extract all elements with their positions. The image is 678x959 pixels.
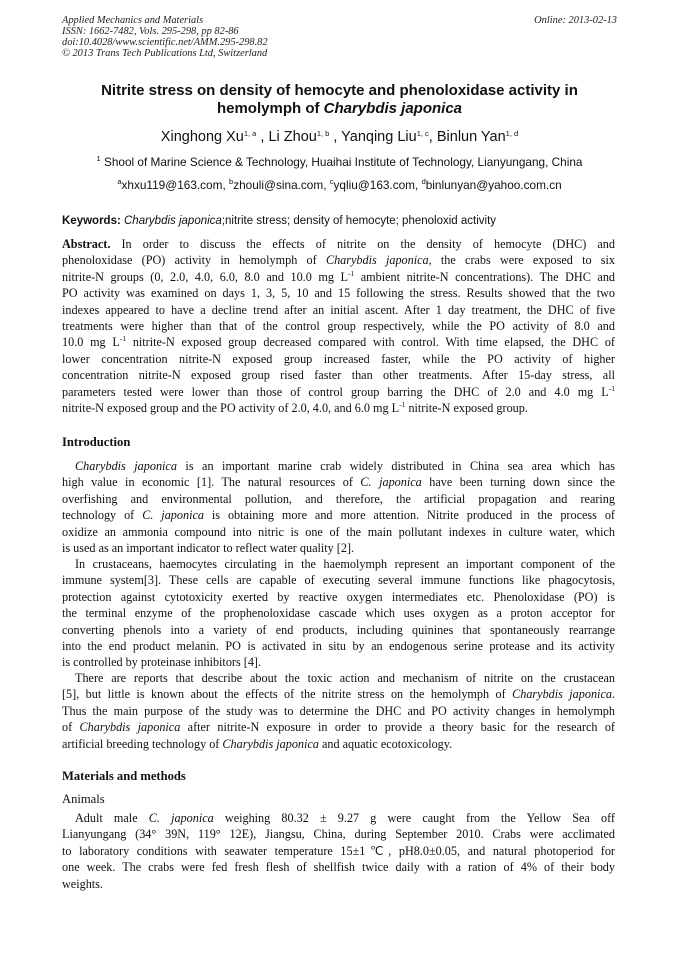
author-sup: 1, a bbox=[243, 129, 257, 138]
abstract-text: phenoloxidase (PO) activity in hemolymph of bbox=[62, 253, 326, 268]
species-name: Charybdis japonica bbox=[79, 720, 181, 735]
body-text: of bbox=[62, 720, 80, 735]
unit-sup: -1 bbox=[119, 334, 127, 344]
email-address[interactable]: zhouli@sina.com bbox=[233, 178, 324, 192]
abstract-text: nitrite-N exposed group and the PO activity of 2.0, 4.0, and 6.0 mg L bbox=[62, 400, 400, 415]
species-name: C. japonica bbox=[360, 475, 422, 490]
body-line bbox=[62, 736, 615, 752]
journal-header bbox=[62, 15, 617, 59]
body-line bbox=[62, 686, 615, 702]
body-line: is used as an important indicator to reflect water quality [2]. bbox=[62, 540, 355, 555]
body-line: protection against cytotoxicity exerted by reactive oxygen intermediates etc. Phenoloxidase (PO) is bbox=[62, 589, 615, 604]
abstract-line bbox=[62, 269, 615, 285]
unit-sup: -1 bbox=[347, 268, 355, 278]
abstract-line: lower concentration nitrite-N exposed group increased faster, while the PO activity of higher bbox=[62, 351, 615, 366]
body-line: weights. bbox=[62, 876, 103, 891]
abstract-line: treatments were higher than that of the control group respectively, while the PO activity of 8.0 and bbox=[62, 318, 615, 333]
abstract-line: indexes appeared to have a decline trend after an initial ascent. After 1 day treatment, the DHC of five bbox=[62, 302, 615, 317]
body-text: have been turning down since the bbox=[421, 475, 615, 490]
body-text: after nitrite-N exposure in order to provide a theory basic for the research of bbox=[180, 720, 615, 735]
section-heading-methods: Materials and methods bbox=[62, 769, 186, 783]
body-line: Lianyungang (34° 39N, 119° 12E), Jiangsu, China, during September 2010. Crabs were acclimated bbox=[62, 827, 615, 842]
species-name: C. japonica bbox=[148, 811, 214, 825]
abstract-line: PO activity was examined on days 1, 3, 5, 10 and 15 following the stress. Results showed that the two bbox=[62, 286, 615, 301]
author-name: Yanqing Liu bbox=[341, 129, 417, 145]
body-line: into the end product melanin. PO is activated in situ by an endogenous serine protease and its activity bbox=[62, 638, 615, 653]
email-address[interactable]: binlunyan@yahoo.com.cn bbox=[425, 178, 562, 192]
species-name: C. japonica bbox=[142, 508, 204, 523]
email-sup: d bbox=[421, 177, 426, 186]
body-text: [5], but little is known about the effects of the nitrite stress on the hemolymph of bbox=[62, 687, 513, 702]
abstract-line bbox=[62, 384, 615, 400]
author-sup: 1, b bbox=[316, 129, 330, 138]
body-line: the terminal enzyme of the prophenoloxidase cascade which uses oxygen as a proton acceptor for bbox=[62, 606, 615, 621]
body-line: converting phenols into a variety of end products, including quinines that spontaneously rearrange bbox=[62, 622, 615, 637]
abstract-line bbox=[62, 334, 615, 350]
intro-paragraph-3 bbox=[62, 670, 615, 752]
body-text: is obtaining more and more attention. Nitrite produced in the process of bbox=[203, 508, 615, 523]
species-name: Charybdis japonica bbox=[325, 253, 429, 268]
keywords bbox=[62, 214, 617, 228]
author-name: Binlun Yan bbox=[436, 129, 506, 145]
issn-line: ISSN: 1662-7482, Vols. 295-298, pp 82-86 bbox=[62, 26, 239, 37]
subsection-heading-animals: Animals bbox=[62, 792, 105, 806]
methods-paragraph bbox=[62, 810, 615, 892]
abstract-text: 10.0 mg L bbox=[62, 335, 120, 350]
abstract-line bbox=[62, 252, 615, 268]
title-line-2 bbox=[62, 100, 617, 118]
body-line bbox=[62, 458, 615, 474]
body-line: to laboratory conditions with seawater temperature 15±1℃, pH8.0±0.05, and natural photoperiod for bbox=[62, 843, 615, 858]
body-text: weighing 80.32 ± 9.27 g were caught from the Yellow Sea off bbox=[213, 811, 615, 825]
abstract-line bbox=[62, 236, 615, 252]
body-line: immune system[3]. These cells are capable of executing several immune functions like phagocytosis, bbox=[62, 573, 615, 588]
affiliation-text: Shool of Marine Science & Technology, Huaihai Institute of Technology, Lianyungang, China bbox=[100, 155, 583, 169]
title-line-1: Nitrite stress on density of hemocyte and phenoloxidase activity in bbox=[101, 82, 578, 99]
keywords-species: Charybdis japonica bbox=[124, 215, 222, 227]
intro-paragraph-2 bbox=[62, 556, 615, 671]
abstract-line: concentration nitrite-N exposed group rised faster than other treatments. After 15-day stress, all bbox=[62, 368, 615, 383]
species-name: Charybdis japonica bbox=[512, 687, 612, 702]
body-line: is controlled by proteinase inhibitors [4]. bbox=[62, 655, 262, 670]
body-text: is an important marine crab widely distributed in China sea area which has bbox=[176, 459, 615, 473]
abstract-text: nitrite-N exposed group decreased compared with control. With time elapsed, the DHC of bbox=[126, 335, 615, 350]
keywords-label: Keywords: bbox=[62, 215, 121, 227]
section-heading-introduction: Introduction bbox=[62, 435, 131, 449]
species-name: Charybdis japonica bbox=[75, 459, 177, 473]
intro-paragraph-1 bbox=[62, 458, 615, 556]
abstract-text: , the crabs were exposed to six bbox=[428, 253, 616, 268]
body-line: In crustaceans, haemocytes circulating in the haemolymph represent an important component of the bbox=[75, 557, 615, 571]
affiliation bbox=[62, 155, 617, 169]
body-line: Thus the main purpose of the study was to determine the DHC and PO activity changes in hemolymph bbox=[62, 703, 615, 718]
paper-title bbox=[62, 82, 617, 118]
body-text: artificial breeding technology of bbox=[62, 736, 223, 751]
abstract bbox=[62, 236, 615, 416]
body-text: high value in economic [1]. The natural resources of bbox=[62, 475, 361, 490]
body-text: and aquatic ecotoxicology. bbox=[318, 736, 453, 751]
author-sup: 1, c bbox=[416, 129, 429, 138]
body-text: technology of bbox=[62, 508, 143, 523]
title-prefix: hemolymph of bbox=[216, 100, 324, 117]
affiliation-sup: 1 bbox=[96, 154, 101, 163]
body-line: oxidize an ammonia compound into nitric is one of the main pollutant indexes in culture water, which bbox=[62, 524, 615, 539]
author-name: Xinghong Xu bbox=[160, 129, 244, 145]
abstract-line bbox=[62, 400, 615, 416]
email-list: $^a$xhxu119@163.com, $^b$zhouli@sina.com, $^c$yqliu@163.com, $^d$binlunyan@yahoo.com.cn bbox=[117, 177, 562, 192]
body-line bbox=[62, 810, 615, 826]
email-address[interactable]: yqliu@163.com bbox=[333, 178, 415, 192]
abstract-text: nitrite-N groups (0, 2.0, 4.0, 6.0, 8.0 and 10.0 mg L bbox=[62, 269, 348, 284]
abstract-text: In order to discuss the effects of nitrite on the density of hemocyte (DHC) and bbox=[110, 237, 615, 251]
journal-name: Applied Mechanics and Materials bbox=[62, 15, 204, 26]
email-sup: c bbox=[329, 177, 334, 186]
abstract-text: ambient nitrite-N concentrations). The DHC and bbox=[354, 269, 616, 284]
copyright-line: © 2013 Trans Tech Publications Ltd, Switzerland bbox=[62, 48, 268, 59]
body-text: . bbox=[611, 687, 615, 702]
author-sup: 1, d bbox=[505, 129, 519, 138]
body-line bbox=[62, 507, 615, 523]
body-line: overfishing and environmental pollution, and therefore, the artificial propagation and rearing bbox=[62, 491, 615, 506]
body-text: Adult male bbox=[75, 811, 149, 825]
author-list: Xinghong Xu$^{1, a}$ , Li Zhou$^{1, b}$ , Yanqing Liu$^{1, c}$, Binlun Yan$^{1, d}$ bbox=[160, 129, 519, 145]
email-sup: a bbox=[117, 177, 122, 186]
abstract-text: parameters tested were lower than those of control group barring the DHC of 2.0 and 4.0 mg L bbox=[62, 384, 609, 399]
abstract-label: Abstract. bbox=[62, 237, 111, 251]
body-line bbox=[62, 719, 615, 735]
unit-sup: -1 bbox=[399, 399, 406, 409]
online-date: Online: 2013-02-13 bbox=[534, 15, 617, 26]
email-sup: b bbox=[229, 177, 234, 186]
email-address[interactable]: xhxu119@163.com bbox=[121, 178, 223, 192]
title-species: Charybdis japonica bbox=[323, 100, 463, 117]
abstract-text: nitrite-N exposed group. bbox=[405, 400, 528, 415]
body-line: There are reports that describe about the toxic action and mechanism of nitrite on the crustacean bbox=[75, 671, 615, 685]
keywords-text: ;nitrite stress; density of hemocyte; phenoloxid activity bbox=[221, 215, 497, 227]
body-line bbox=[62, 474, 615, 490]
species-name: Charybdis japonica bbox=[222, 736, 319, 751]
doi-line: doi:10.4028/www.scientific.net/AMM.295-298.82 bbox=[62, 37, 268, 48]
body-line: one week. The crabs were fed fresh flesh of shellfish twice daily with a ration of 4% of their body bbox=[62, 860, 615, 875]
unit-sup: -1 bbox=[608, 383, 615, 393]
author-name: Li Zhou bbox=[268, 129, 317, 145]
